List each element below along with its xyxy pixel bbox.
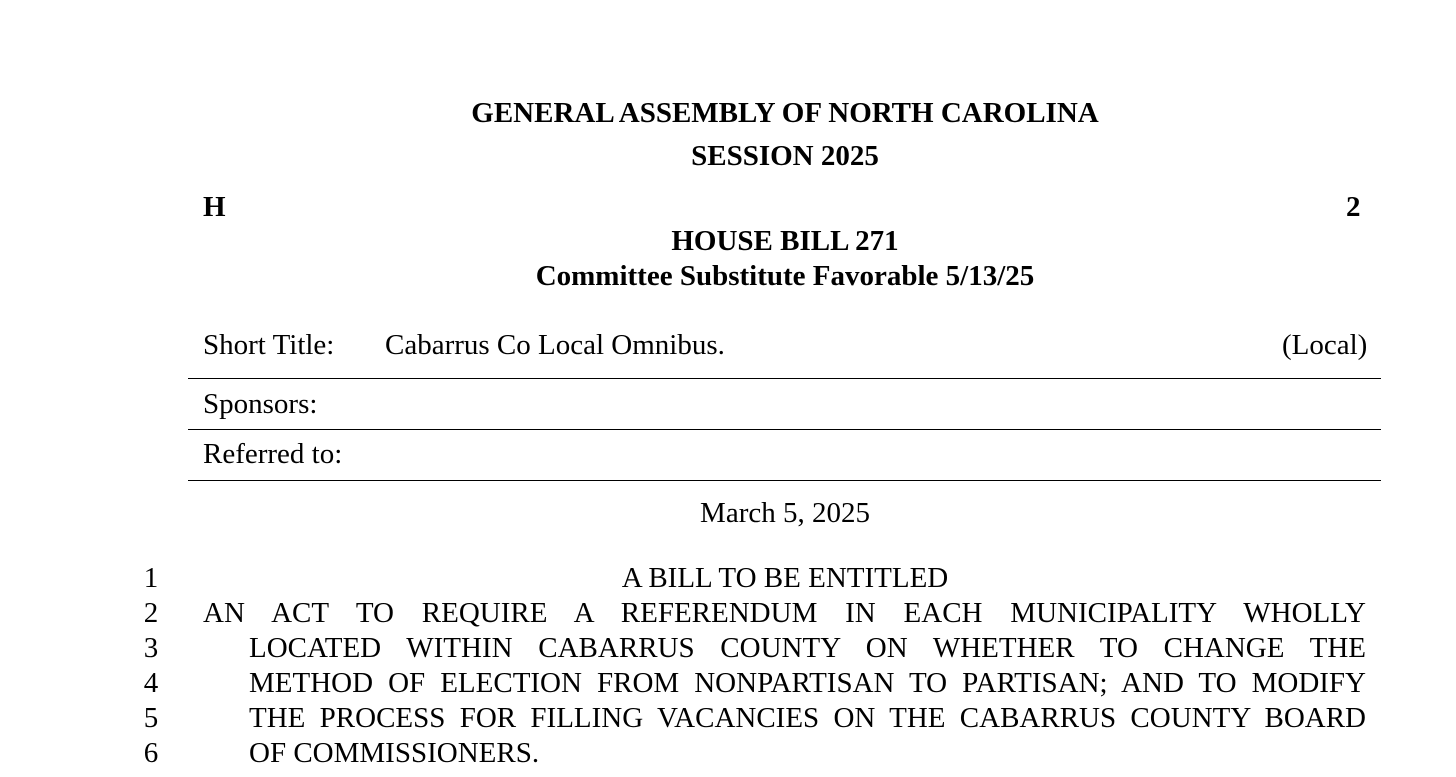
introduction-date: March 5, 2025 (700, 497, 870, 529)
act-text-line-4: METHOD OF ELECTION FROM NONPARTISAN TO PARTISAN; AND TO MODIFY (249, 667, 1366, 699)
short-title-value: Cabarrus Co Local Omnibus. (385, 329, 725, 361)
line-number-6: 6 (143, 737, 159, 769)
act-text-line-6: OF COMMISSIONERS. (249, 737, 540, 769)
committee-status-heading: Committee Substitute Favorable 5/13/25 (535, 260, 1035, 292)
table-divider-2 (188, 429, 1381, 430)
bill-class-label: (Local) (1282, 329, 1368, 361)
act-text-line-2: AN ACT TO REQUIRE A REFERENDUM IN EACH MUNICIPALITY WHOLLY (203, 597, 1366, 629)
bill-title-line: A BILL TO BE ENTITLED (621, 562, 949, 594)
short-title-label: Short Title: (203, 329, 335, 361)
referred-to-label: Referred to: (203, 438, 343, 470)
line-number-2: 2 (143, 597, 159, 629)
line-number-5: 5 (143, 702, 159, 734)
bill-number-heading: HOUSE BILL 271 (671, 225, 899, 257)
line-number-4: 4 (143, 667, 159, 699)
act-text-line-3: LOCATED WITHIN CABARRUS COUNTY ON WHETHER TO CHANGE THE (249, 632, 1366, 664)
session-heading: SESSION 2025 (691, 140, 879, 172)
act-text-line-5: THE PROCESS FOR FILLING VACANCIES ON THE CABARRUS COUNTY BOARD (249, 702, 1366, 734)
general-assembly-heading: GENERAL ASSEMBLY OF NORTH CAROLINA (471, 97, 1099, 129)
version-mark: 2 (1346, 191, 1361, 223)
sponsors-label: Sponsors: (203, 388, 318, 420)
table-divider-3 (188, 480, 1381, 481)
line-number-1: 1 (143, 562, 159, 594)
line-number-3: 3 (143, 632, 159, 664)
table-divider-1 (188, 378, 1381, 379)
chamber-mark: H (203, 191, 226, 223)
